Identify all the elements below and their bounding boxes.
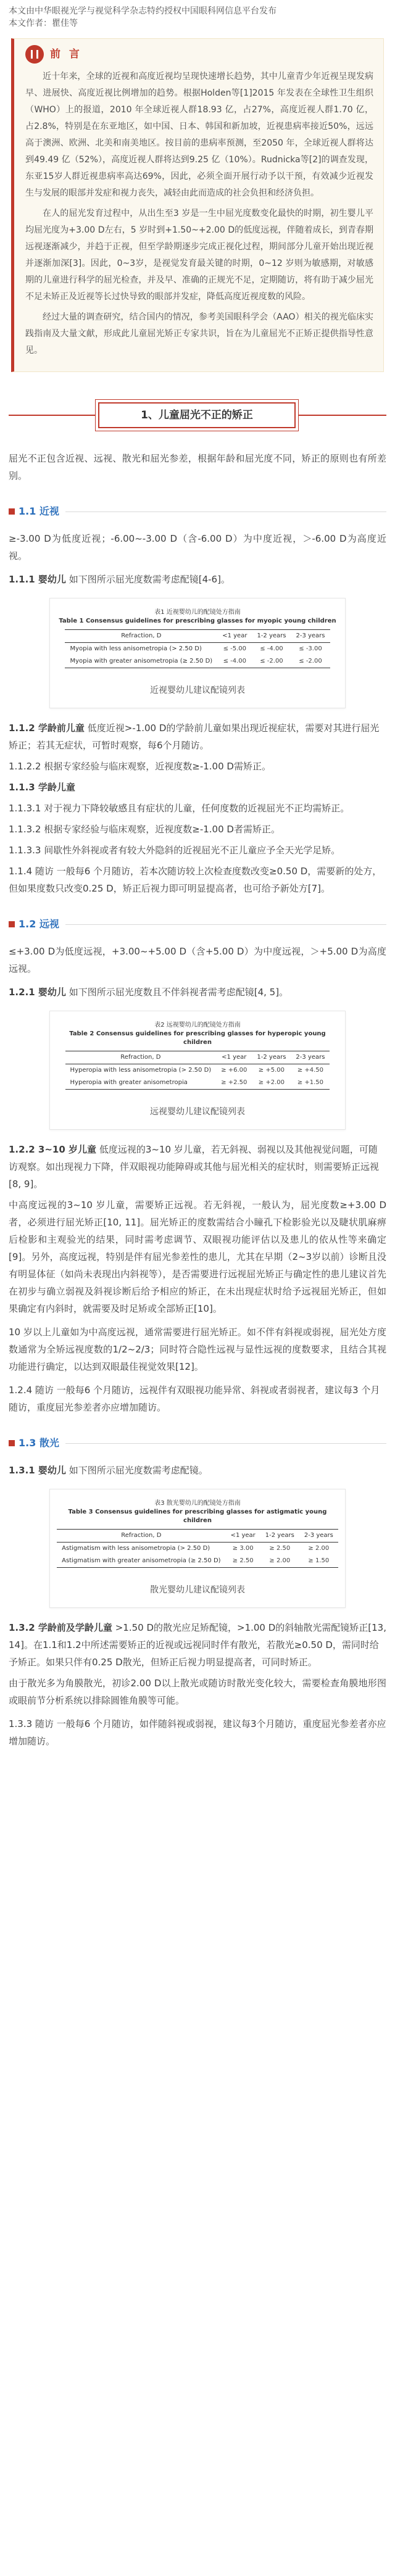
figure-caption: 远视婴幼儿建议配镜列表 [150, 1107, 245, 1117]
square-bullet-icon [9, 1440, 15, 1446]
table-row-label: Myopia with greater anisometropia (≥ 2.50 D) [65, 655, 217, 668]
table-header-cell: <1 year [226, 1530, 260, 1543]
prescription-table [57, 1529, 338, 1568]
intro-title: 前 言 [50, 48, 82, 60]
astig-infant [9, 1462, 386, 1479]
table-row [65, 1064, 330, 1077]
source-line: 本文由中华眼视光学与视觉科学杂志特约授权中国眼科网信息平台发布 [9, 6, 276, 16]
table-cell: ≤ -4.00 [260, 645, 283, 652]
subsection-title: 1.3 散光 [19, 1437, 59, 1449]
table-header-cell: Refraction, D [65, 630, 217, 643]
table-cell: ≥ 3.00 [232, 1545, 254, 1552]
point-text: 低度近视>-1.00 D的学龄前儿童如果出现近视症状，需要对其进行屈光矫正；若其无症状，可暂时观察，每6个月随访。 [9, 723, 380, 751]
intro-header [25, 45, 373, 64]
divider [65, 511, 386, 512]
section-banner [9, 397, 386, 434]
myopia-point: 1.1.2.2 根据专家经验与临床观察，近视度数≥-1.00 D需矫正。 [9, 761, 271, 772]
table-row-label: Hyperopia with less anisometropia (> 2.50 D) [70, 1067, 212, 1074]
table-row-label: Hyperopia with greater anisometropia [65, 1077, 217, 1090]
subsection-head-astigmatism [9, 1435, 386, 1452]
point-text: >1.50 D的散光应足矫配镜，>1.00 D的斜轴散光需配镜矫正[13, 14]。在1.1和1.2中所述需要矫正的近视或远视同时伴有散光，若散光≥0.50 D，需同时给予矫正。如果只伴有0.25 D散光，但矫正后视力明显提高者，可同时矫正。 [9, 1622, 386, 1668]
astig-followup: 1.3.3 随访 一般每6 个月随访，如伴随斜视或弱视，建议每3个月随访，重度屈光参差者亦应增加随访。 [9, 1718, 386, 1747]
table-cn-title: 表3 散光婴幼儿的配镜处方指南 [154, 1500, 241, 1507]
table-header-row [65, 1051, 330, 1064]
table-header-cell: <1 year [216, 1051, 252, 1064]
table-cell: ≤ -2.00 [291, 655, 330, 668]
table-row-label: Myopia with less anisometropia (> 2.50 D) [70, 645, 202, 652]
astig-school [9, 1619, 386, 1671]
square-bullet-icon [9, 508, 15, 515]
point-label: 1.2.2 3~10 岁儿童 [9, 1144, 97, 1155]
table-header-cell: <1 year [217, 630, 252, 643]
table-header-row [65, 630, 330, 643]
myopia-point: 1.1.3.2 根据专家经验与临床观察，近视度数≥-1.00 D者需矫正。 [9, 824, 280, 835]
point-label: 1.1.1 婴幼儿 [9, 574, 66, 585]
table-cell: ≥ 2.50 [226, 1555, 260, 1568]
banner-frame [95, 399, 299, 431]
table-header-cell: 1-2 years [252, 630, 291, 643]
section-lead: 屈光不正包含近视、远视、散光和屈光参差，根据年龄和屈光度不同，矫正的原则也有所差别。 [9, 453, 386, 481]
section-title: 1、儿童屈光不正的矫正 [98, 402, 296, 428]
table-cell: ≥ 1.50 [299, 1555, 338, 1568]
table-cell: ≥ 2.00 [260, 1555, 299, 1568]
point-label: 1.2.1 婴幼儿 [9, 987, 66, 998]
myopia-school-label: 1.1.3 学龄儿童 [9, 782, 75, 793]
table-cn-title: 表2 远视婴幼儿的配镜处方指南 [154, 1022, 241, 1029]
subsection-title: 1.2 远视 [19, 918, 59, 930]
hyperopia-3-10 [9, 1141, 386, 1193]
hyperopia-infant [9, 984, 386, 1001]
table-header-cell: 2-3 years [291, 630, 330, 643]
table-row [65, 1077, 330, 1090]
point-label: 1.1.2 学龄前儿童 [9, 723, 85, 734]
table-header-cell: 2-3 years [291, 1051, 330, 1064]
quote-icon [25, 45, 44, 64]
intro-paragraph-2: 在人的屈光发育过程中，从出生至3 岁是一生中屈光度数变化最快的时期，初生婴儿平均屈光度为+3.00 D左右，5 岁时到+1.50~+2.00 D的低度远视，伴随着成长，到青春期远视逐渐减少，并趋于正视，但至学龄期逐步完成正视化过程，期间部分儿童开始出现近视并逐渐加深[3]。因此，0~3岁，是视觉发育最关键的时期，0~12 岁则为敏感期，对敏感期的儿童进行科学的屈光检查，并及早、准确的正规光不足，定期随访，将有助于减少屈光不足未矫正及近视等长过快导致的眼部并发症，降低高度近视度数的风险。 [25, 209, 373, 302]
intro-paragraph-1: 近十年来，全球的近视和高度近视均呈现快速增长趋势，其中儿童青少年近视呈现发病早、进展快、高度近视比例增加的趋势。根据Holden等[1]2015 年发表在全球性卫生组织（WHO）上的报道，2010 年全球近视人群18.93 亿，占27%，高度近视人群1.70 亿，占2.8%，特别是在东亚地区，如中国、日本、韩国和新加坡，近视患病率接近50%，远远高于澳洲、欧洲、北美和南美地区。按目前的患病率预测，至2050 年，全球近视人群将达到49.49 亿（52%），高度近视人群将达到9.25 亿（10%）。Rudnicka等[2]的调查发现，东亚15岁人群近视患病率高达69%，因此，必须全面开展行动予以干预，有效减少近视发生与发展的眼部并发症和视力丧失，减轻由此而造成的社会负担和经济负担。 [25, 72, 373, 198]
hyperopia-followup: 1.2.4 随访 一般每6 个月随访，远视伴有双眼视功能异常、斜视或者弱视者，建议每3 个月随访，重度屈光参差者亦应增加随访。 [9, 1385, 380, 1413]
astig-paragraph: 由于散光多为角膜散光，初诊2.00 D以上散光或随访时散光变化较大，需要检查角膜地形图或眼前节分析系统以排除圆锥角膜等可能。 [9, 1678, 386, 1706]
table-cell: ≥ +5.00 [258, 1067, 285, 1074]
point-text: 低度远视的3~10 岁儿童，若无斜视、弱视以及其他视觉问题，可随访观察。如出现视力下降，伴双眼视功能障碍或其他与屈光相关的症状时，则需要矫正远视[8, 9]。 [9, 1144, 380, 1190]
table-header-cell: 1-2 years [260, 1530, 299, 1543]
myopia-preschool [9, 719, 386, 754]
table-cell: ≤ -5.00 [223, 645, 247, 652]
myopia-infant [9, 571, 386, 588]
point-text: 如下图所示屈光度数需考虑配镜[4-6]。 [69, 574, 230, 585]
table-cell: ≥ +1.50 [291, 1077, 330, 1090]
table-row [57, 1555, 338, 1568]
myopia-point: 1.1.3.1 对于视力下降较敏感且有症状的儿童，任何度数的近视屈光不正均需矫正。 [9, 803, 350, 814]
point-text: 如下图所示屈光度数需考虑配镜。 [69, 1465, 208, 1476]
myopia-followup: 1.1.4 随访 一般每6 个月随访，若本次随访较上次检查度数改变≥0.50 D，需要新的处方，但如果度数只改变0.25 D，矫正后视力即可明显提高者，也可给予新处方[7]。 [9, 866, 382, 894]
table-cell: ≥ +2.50 [216, 1077, 252, 1090]
myopia-point: 1.1.3.3 间歇性外斜视或者有较大外隐斜的近视屈光不正儿童应予全天光学足矫。 [9, 845, 341, 856]
subsection-head-myopia [9, 503, 386, 520]
hyperopia-definition: ≤+3.00 D为低度远视，+3.00~+5.00 D（含+5.00 D）为中度远视，＞+5.00 D为高度远视。 [9, 946, 386, 974]
table-header-row [57, 1530, 338, 1543]
table-cell: ≤ -3.00 [299, 645, 322, 652]
myopia-definition: ≥-3.00 D为低度近视；-6.00~-3.00 D（含-6.00 D）为中度近视，＞-6.00 D为高度近视。 [9, 533, 386, 561]
table-row-label: Astigmatism with less anisometropia (> 2.50 D) [62, 1545, 210, 1552]
divider [65, 924, 386, 925]
table-cell: ≥ +4.50 [297, 1067, 324, 1074]
square-bullet-icon [9, 921, 15, 927]
subsection-title: 1.1 近视 [19, 505, 59, 517]
table-cell: ≤ -2.00 [252, 655, 291, 668]
table-en-title: Table 2 Consensus guidelines for prescribing glasses for hyperopic young children [69, 1030, 326, 1046]
intro-box [11, 38, 384, 372]
table-cell: ≥ 2.00 [308, 1545, 330, 1552]
point-label: 1.3.1 婴幼儿 [9, 1465, 66, 1476]
figure-caption: 近视婴幼儿建议配镜列表 [150, 685, 245, 695]
intro-paragraph-3: 经过大量的调查研究，结合国内的情况，参考美国眼科学会（AAO）相关的视光临床实践指南及大量文献，形成此儿童屈光矫正专家共识，旨在为儿童屈光不正矫正提供指导性意见。 [25, 312, 373, 355]
table-cn-title: 表1 近视婴幼儿的配镜处方指南 [154, 609, 241, 616]
subsection-head-hyperopia [9, 916, 386, 933]
hyperopia-paragraph: 中高度远视的3~10 岁儿童，需要矫正远视。若无斜视，一般认为，屈光度数≥+3.00 D者，必须进行屈光矫正[10, 11]。屈光矫正的度数需结合小瞳孔下检影验光以及睫状肌麻痹后检影和主观验光的结果，同时需考虑调节、双眼视功能评估以及患儿的依从性等来确定[9]。另外，高度远视，特别是伴有屈光参差性的患儿，尤其在早期（2~3岁以前）诊断且没有明显体征（如尚未表现出内斜视等），是否需要进行远视屈光矫正与确定性的患儿建议首先在初步与确立弱视及斜视诊断后给予相应的矫正，在未出现症状时给予远视屈光矫正，但如果确定有内斜时，就需要及时足矫或全部矫正[10]。 [9, 1199, 386, 1314]
prescription-table [65, 1051, 330, 1090]
table-en-title: Table 3 Consensus guidelines for prescribing glasses for astigmatic young children [68, 1509, 327, 1524]
author-line: 本文作者：瞿佳等 [9, 19, 78, 28]
table-cell: ≥ 2.50 [269, 1545, 291, 1552]
table-row-label: Astigmatism with greater anisometropia (≥ 2.50 D) [57, 1555, 225, 1568]
table-cell: ≥ +6.00 [221, 1067, 247, 1074]
table-figure-myopia [49, 598, 346, 708]
divider [65, 1443, 386, 1444]
table-header-cell: 2-3 years [299, 1530, 338, 1543]
table-cell: ≥ +2.00 [252, 1077, 291, 1090]
point-label: 1.3.2 学龄前及学龄儿童 [9, 1622, 112, 1633]
article-meta [9, 0, 386, 30]
table-figure-hyperopia [49, 1011, 346, 1130]
point-text: 如下图所示屈光度数且不伴斜视者需考虑配镜[4, 5]。 [69, 987, 289, 998]
figure-caption: 散光婴幼儿建议配镜列表 [150, 1585, 245, 1595]
table-row [57, 1543, 338, 1555]
table-header-cell: Refraction, D [65, 1051, 217, 1064]
table-header-cell: Refraction, D [57, 1530, 225, 1543]
prescription-table [65, 629, 330, 668]
table-row [65, 655, 330, 668]
table-en-title: Table 1 Consensus guidelines for prescribing glasses for myopic young children [59, 618, 336, 624]
table-header-cell: 1-2 years [252, 1051, 291, 1064]
table-figure-astigmatism [49, 1489, 346, 1608]
table-row [65, 643, 330, 656]
table-cell: ≤ -4.00 [217, 655, 252, 668]
hyperopia-paragraph: 10 岁以上儿童如为中高度远视，通常需要进行屈光矫正。如不伴有斜视或弱视，屈光处方度数通常为全矫远视度数的1/2~2/3；同时符合隐性远视与显性远视的度数要求，且结合其视功能进行确定，以达到双眼最佳视觉效果[12]。 [9, 1327, 386, 1372]
